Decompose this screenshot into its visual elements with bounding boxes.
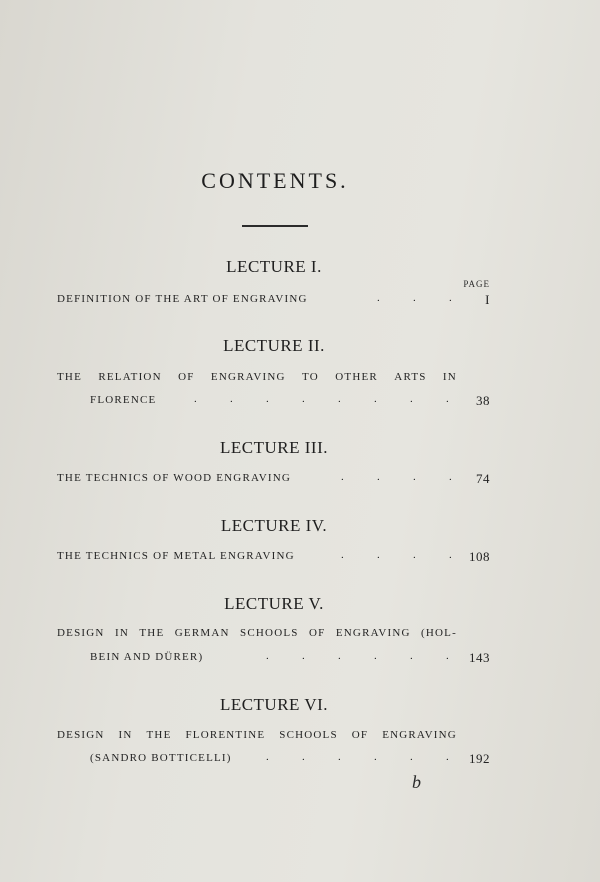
entry-title: DESIGN IN THE GERMAN SCHOOLS OF ENGRAVING (HOL- [57,627,457,639]
page-title: CONTENTS. [201,168,349,193]
entry-title: DEFINITION OF THE ART OF ENGRAVING [57,293,308,305]
page-number: 108 [469,549,490,564]
lecture-heading: LECTURE III. [220,438,328,457]
lecture-heading: LECTURE VI. [219,695,329,714]
page-column-label: PAGE [463,279,490,289]
signature-mark: b [412,772,421,792]
title-rule [242,225,308,227]
lecture-heading: LECTURE II. [223,336,325,355]
page-number: 143 [469,650,490,665]
toc-entry: THE TECHNICS OF WOOD ENGRAVING . . . . 74 [57,471,490,486]
toc-entry: FLORENCE . . . . . . . . 38 [90,393,490,408]
toc-entry-line [57,627,457,643]
toc-entry: THE TECHNICS OF METAL ENGRAVING . . . . 108 [57,549,490,564]
page-number: I [485,292,490,307]
toc-entry-line [57,729,457,745]
page-number: 74 [476,471,490,486]
entry-title-continued: BEIN AND DÜRER) [90,651,204,663]
toc-entry-line [57,371,457,387]
lecture-heading: LECTURE V. [224,594,324,613]
entry-title: THE RELATION OF ENGRAVING TO OTHER ARTS IN [57,371,457,383]
lecture-heading: LECTURE I. [226,257,322,276]
toc-entry: (SANDRO BOTTICELLI) . . . . . . 192 [90,751,490,766]
page-number: 38 [476,393,490,408]
page-number: 192 [469,751,490,766]
entry-title-continued: (SANDRO BOTTICELLI) [90,752,232,764]
entry-title: THE TECHNICS OF WOOD ENGRAVING [57,472,292,484]
entry-title-continued: FLORENCE [90,394,157,406]
toc-entry: DEFINITION OF THE ART OF ENGRAVING . . . I [57,292,490,307]
entry-title: DESIGN IN THE FLORENTINE SCHOOLS OF ENGRAVING [57,729,457,741]
toc-entry: BEIN AND DÜRER) . . . . . . 143 [90,650,490,665]
entry-title: THE TECHNICS OF METAL ENGRAVING [57,550,295,562]
lecture-heading: LECTURE IV. [220,516,328,535]
